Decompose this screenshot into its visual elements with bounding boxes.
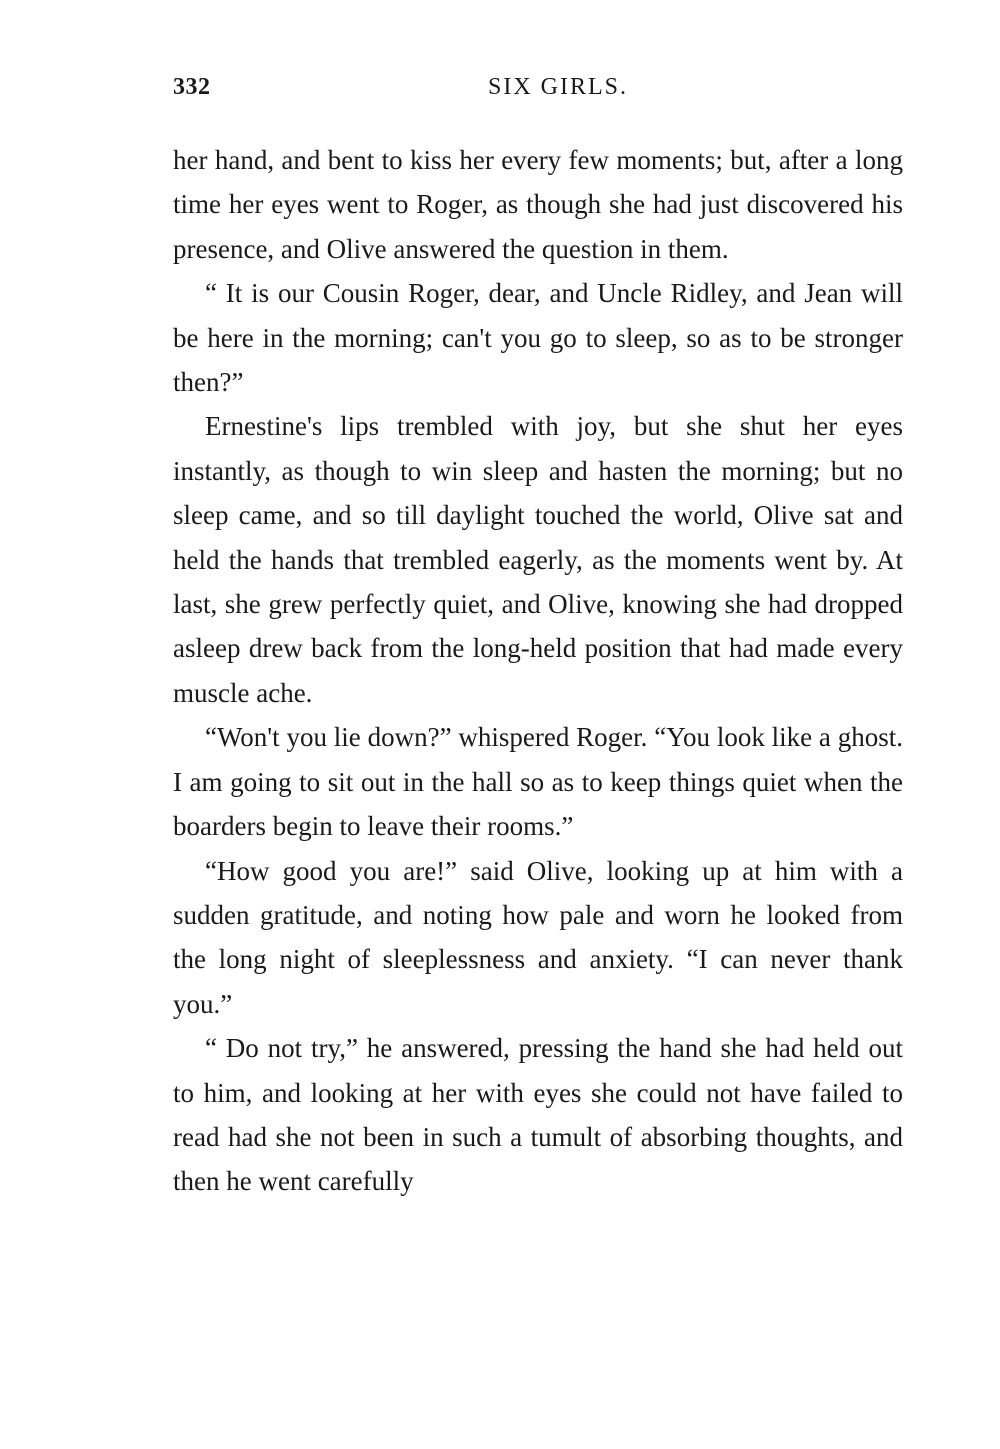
page-number: 332 [173, 74, 211, 100]
paragraph: “How good you are!” said Olive, looking up at him with a sudden gratitude, and noting how pale and worn he looked from the long night of sleeplessness and anxiety. “I can never thank you.” [173, 855, 903, 1019]
body-text [173, 138, 903, 1204]
paragraph: her hand, and bent to kiss her every few moments; but, after a long time her eyes went to Roger, as though she had just discovered his presence, and Olive answered the question in them. [173, 145, 903, 264]
paragraph: “ It is our Cousin Roger, dear, and Uncle Ridley, and Jean will be here in the morning; can't you go to sleep, so as to be stronger then?” [173, 278, 903, 398]
running-head [173, 74, 903, 110]
running-title: SIX GIRLS. [487, 74, 628, 100]
paragraph: Ernestine's lips trembled with joy, but she shut her eyes instantly, as though to win sleep and hasten the morning; but no sleep came, and so till daylight touched the world, Olive sat and held the hands that trembled eagerly, as the moments went by. At last, she grew perfectly quiet, and Olive, knowing she had dropped asleep drew back from the long-held position that had made every muscle ache. [173, 411, 903, 708]
paragraph: “ Do not try,” he answered, pressing the hand she had held out to him, and looking at her with eyes she could not have failed to read had she not been in such a tumult of absorbing thoughts, and then he went carefully [173, 1033, 903, 1197]
paragraph: “Won't you lie down?” whispered Roger. “You look like a ghost. I am going to sit out in the hall so as to keep things quiet when the boarders begin to leave their rooms.” [173, 722, 903, 842]
